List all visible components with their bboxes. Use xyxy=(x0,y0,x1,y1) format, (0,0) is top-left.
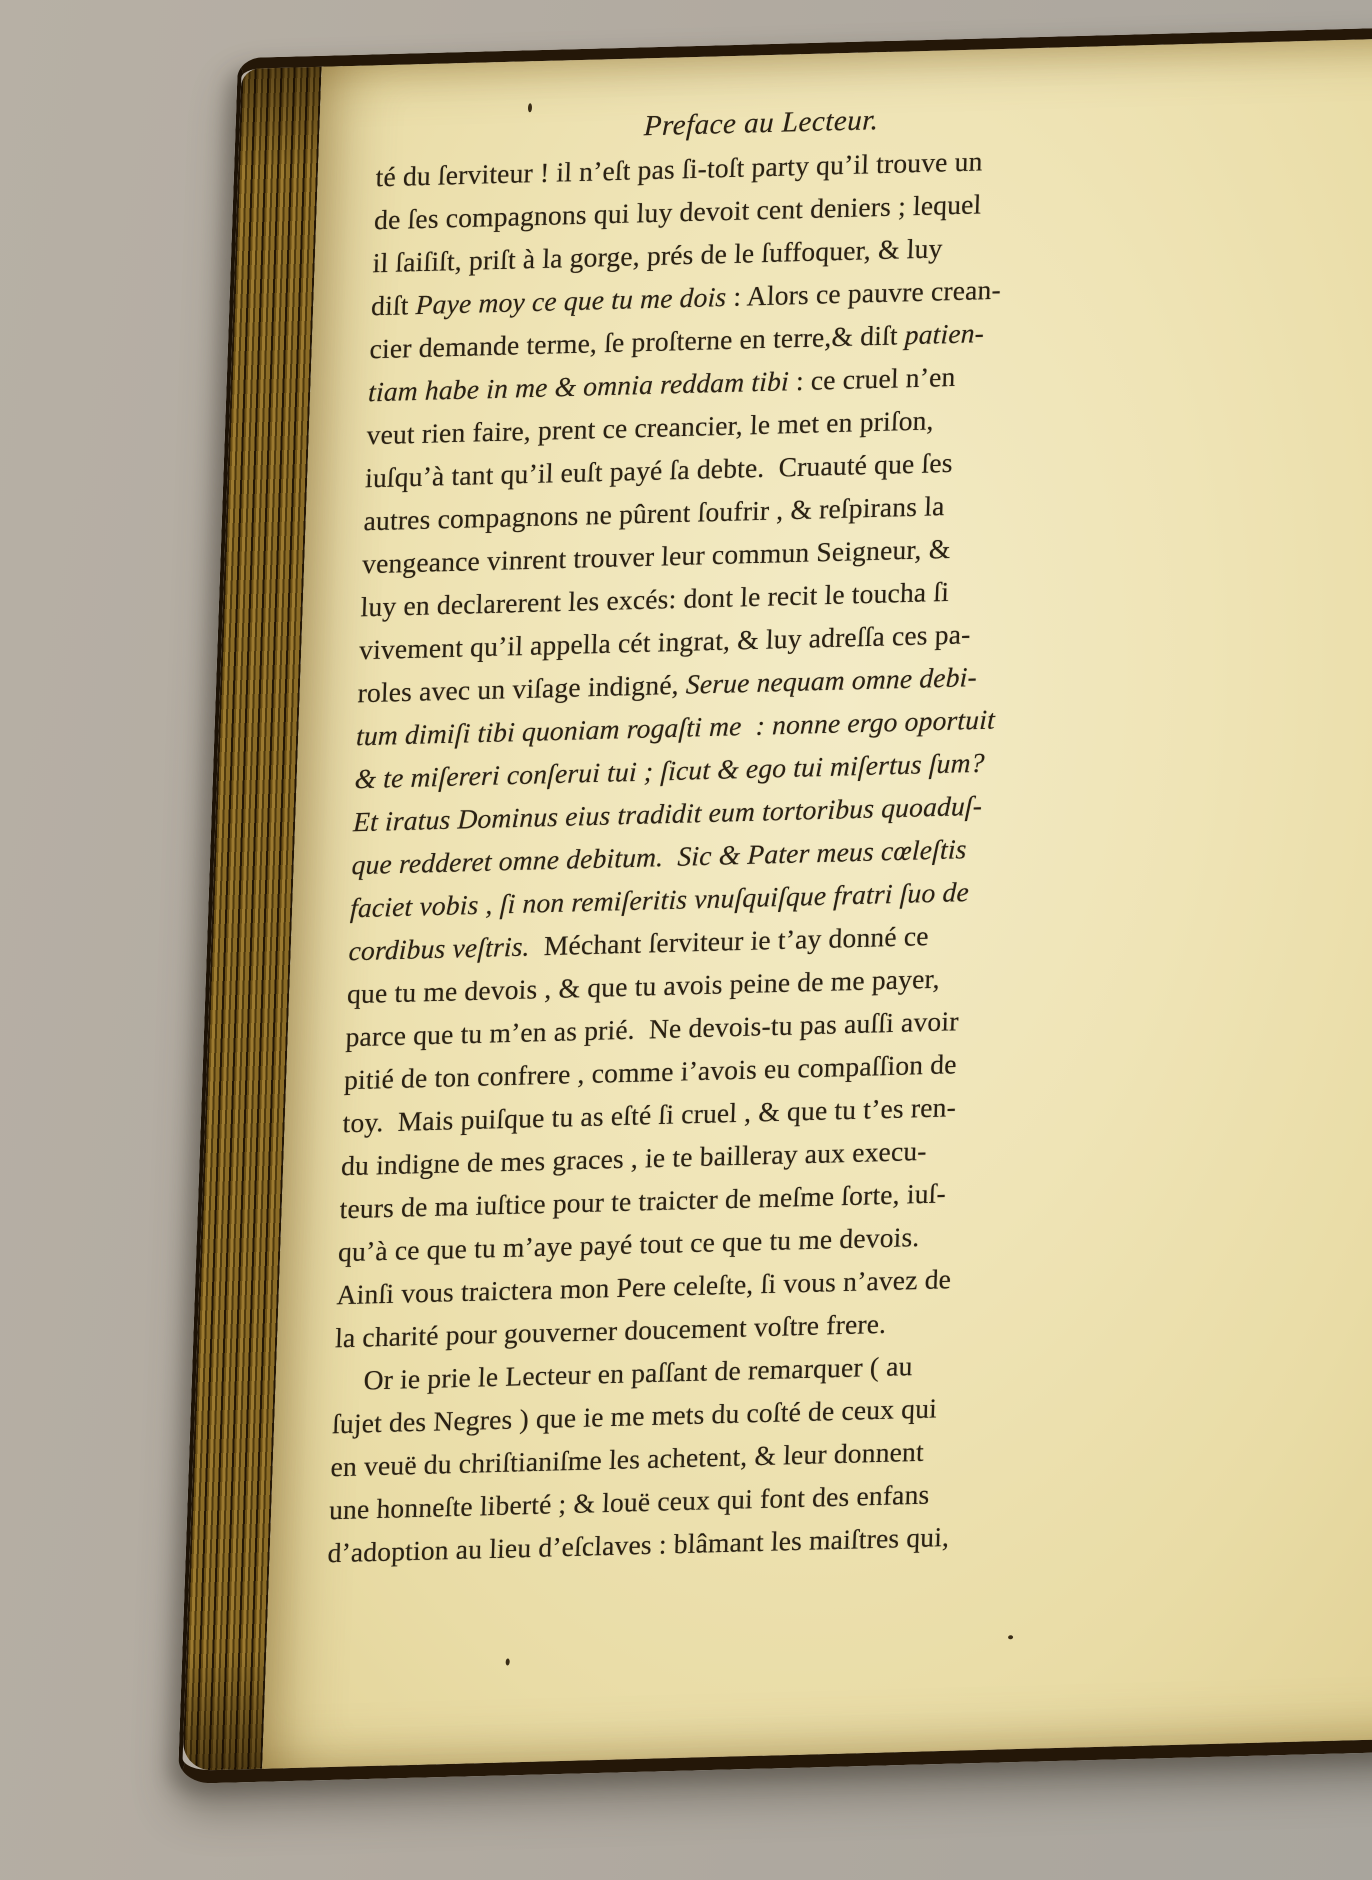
text-line: que redderet omne debitum. Sic & Pater meus cœleſtis xyxy=(351,833,968,881)
text-line: cordibus veſtris. Méchant ſerviteur ie t’ay donné ce xyxy=(348,920,930,967)
text-line: tum dimiſi tibi quoniam rogaſti me : nonne ergo oportuit xyxy=(355,703,996,752)
text-line: Or ie prie le Lecteur en paſſant de remarquer ( au xyxy=(363,1350,914,1396)
text-line: diſt Paye moy ce que tu me dois : Alors ce pauvre crean- xyxy=(370,273,1002,322)
text-line: faciet vobis , ſi non remiſeritis vnuſquiſque fratri ſuo de xyxy=(349,876,970,924)
text-line: Ainſi vous traictera mon Pere celeſte, ſi vous n’avez de xyxy=(336,1263,952,1311)
text-line: autres compagnons ne pûrent ſoufrir , & reſpirans la xyxy=(363,490,946,537)
book xyxy=(178,25,1372,1784)
text-line: qu’à ce que tu m’aye payé tout ce que tu me devois. xyxy=(337,1221,921,1268)
ink-speck xyxy=(1008,1635,1013,1639)
text-line: parce que tu m’en as prié. Ne devois-tu pas auſſi avoir xyxy=(345,1005,960,1053)
text-line: pitié de ton confrere , comme i’avois eu compaſſion de xyxy=(343,1048,958,1096)
ink-speck xyxy=(506,1658,510,1665)
text-line: de ſes compagnons qui luy devoit cent deniers ; lequel xyxy=(373,188,983,236)
text-line: d’adoption au lieu d’eſclaves : blâmant les maiſtres qui, xyxy=(327,1521,950,1569)
text-line: vengeance vinrent trouver leur commun Seigneur, & xyxy=(361,532,952,580)
running-header: Preface au Lecteur. xyxy=(643,104,880,143)
text-line: veut rien faire, prent ce creancier, le met en priſon, xyxy=(366,404,935,451)
text-line: teurs de ma iuſtice pour te traicter de meſme ſorte, iuſ- xyxy=(339,1177,947,1225)
text-line: iuſqu’à tant qu’il euſt payé ſa debte. Cruauté que ſes xyxy=(364,446,954,494)
text-lines xyxy=(327,135,1145,1574)
text-line: cier demande terme, ſe proſterne en terre,& diſt patien- xyxy=(369,317,985,365)
text-line: du indigne de mes graces , ie te bailleray aux execu- xyxy=(340,1134,928,1182)
book-page xyxy=(262,36,1372,1769)
text-line: tiam habe in me & omnia reddam tibi : ce cruel n’en xyxy=(367,360,957,408)
text-line: roles avec un viſage indigné, Serue nequam omne debi- xyxy=(357,661,978,709)
text-block xyxy=(327,93,1146,1574)
text-line: ſujet des Negres ) que ie me mets du coſté de ceux qui xyxy=(331,1392,938,1440)
text-line: té du ſerviteur ! il n’eſt pas ſi-toſt party qu’il trouve un xyxy=(375,145,984,193)
text-line: vivement qu’il appella cét ingrat, & luy adreſſa ces pa- xyxy=(358,618,972,666)
text-line: une honneſte liberté ; & louë ceux qui font des enfans xyxy=(328,1478,931,1526)
text-line: Et iratus Dominus eius tradidit eum tortoribus quoaduſ- xyxy=(352,789,983,838)
text-line: la charité pour gouverner doucement voſtre frere. xyxy=(334,1307,887,1354)
text-line: que tu me devois , & que tu avois peine de me payer, xyxy=(346,962,941,1010)
text-line: luy en declarerent les excés: dont le recit le toucha ſi xyxy=(360,575,950,623)
text-line: & te miſereri conſerui tui ; ſicut & ego tui miſertus ſum? xyxy=(354,746,986,795)
text-line: en veuë du chriſtianiſme les achetent, & leur donnent xyxy=(330,1435,925,1483)
text-line: toy. Mais puiſque tu as eſté ſi cruel , & que tu t’es ren- xyxy=(342,1091,957,1139)
text-line: il ſaiſiſt, priſt à la gorge, prés de le ſuffoquer, & luy xyxy=(372,232,944,279)
